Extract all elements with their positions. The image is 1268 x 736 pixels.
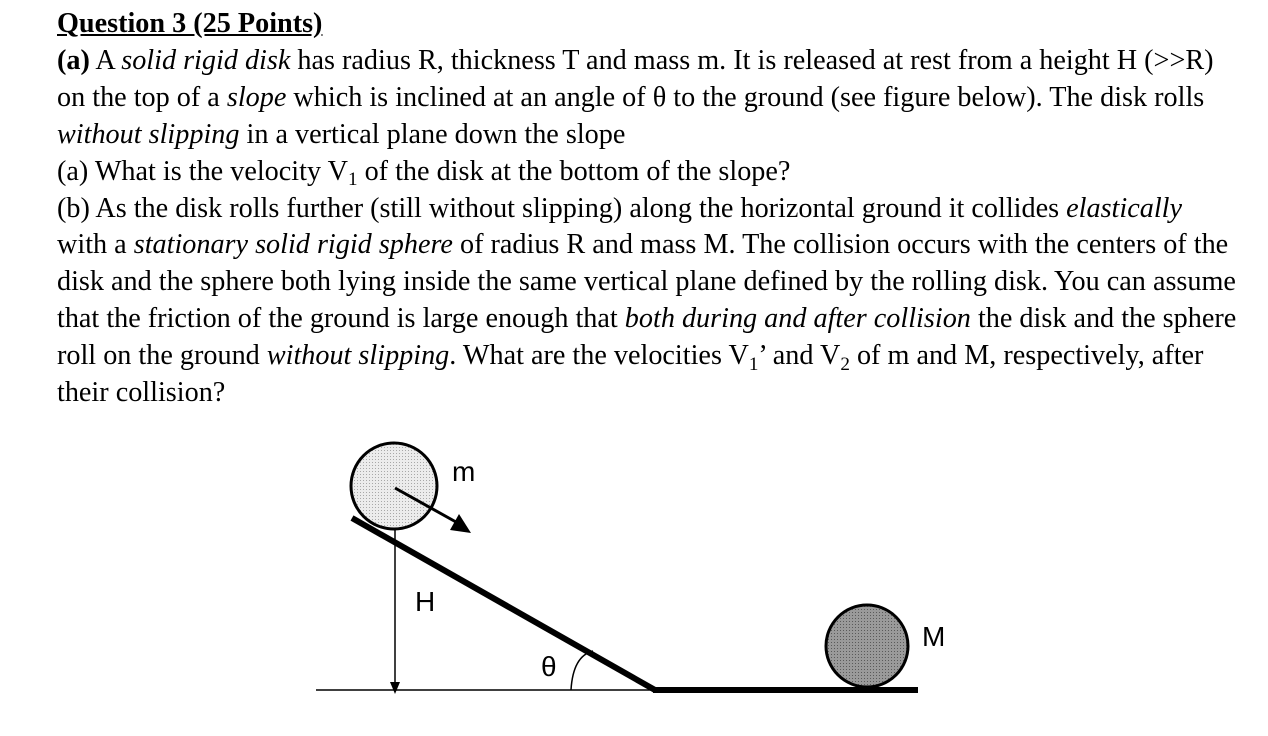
part-b-text-3: of radius R and mass M. The collision occurs with the centers of the disk and the sphere both lying inside the same vertical plane defined by the rolling disk. You can assume that the friction of the ground is large enough that [57, 229, 1236, 335]
part-b-text-2: with a [57, 229, 134, 261]
part-a-text-1: (a) What is the velocity V [57, 155, 348, 187]
sphere [826, 605, 908, 687]
height-arrow-head [390, 682, 400, 694]
intro-text-3: which is inclined at an angle of θ to the ground (see figure below). The disk rolls [286, 81, 1205, 113]
part-a-text-2: of the disk at the bottom of the slope? [357, 155, 791, 187]
intro-emph-solid-rigid-disk: solid rigid disk [121, 44, 291, 76]
part-b-subscript-2: 2 [840, 353, 850, 375]
disk [351, 443, 437, 529]
part-b-text-4: the disk and the sphere roll on the ground [57, 303, 1237, 372]
intro-emph-without-slipping: without slipping [57, 118, 240, 150]
question-title: Question 3 (25 Points) [57, 8, 323, 39]
part-b-emph-during-after: both during and after collision [624, 303, 971, 335]
slope-line [352, 518, 655, 690]
label-m: m [452, 456, 476, 487]
part-b-emph-without-slipping: without slipping [266, 340, 450, 372]
intro-label: (a) [57, 44, 90, 76]
angle-arc [571, 651, 593, 690]
label-H: H [415, 586, 436, 617]
disk-velocity-arrow-head [450, 514, 471, 533]
part-b-emph-stationary-sphere: stationary solid rigid sphere [133, 229, 453, 261]
intro-text-2: has radius R, thickness T and mass m. It is released at rest from a height H (>>R) on the top of a [57, 44, 1214, 113]
label-theta: θ [541, 651, 557, 682]
part-b-emph-elastically: elastically [1066, 192, 1182, 224]
part-b-text-7: of m and M, respectively, after their collision? [57, 340, 1204, 409]
label-M: M [922, 621, 946, 652]
intro-text-4: in a vertical plane down the slope [239, 118, 626, 150]
part-b-text-6: ’ and V [758, 340, 841, 372]
part-b-subscript-1: 1 [748, 353, 759, 375]
part-b-text-5: . What are the velocities V [449, 340, 749, 372]
part-b-text-1: (b) As the disk rolls further (still without slipping) along the horizontal ground it collides [57, 192, 1067, 224]
intro-text-1: A [89, 44, 122, 76]
intro-emph-slope: slope [226, 81, 287, 113]
part-a-subscript: 1 [347, 169, 358, 191]
